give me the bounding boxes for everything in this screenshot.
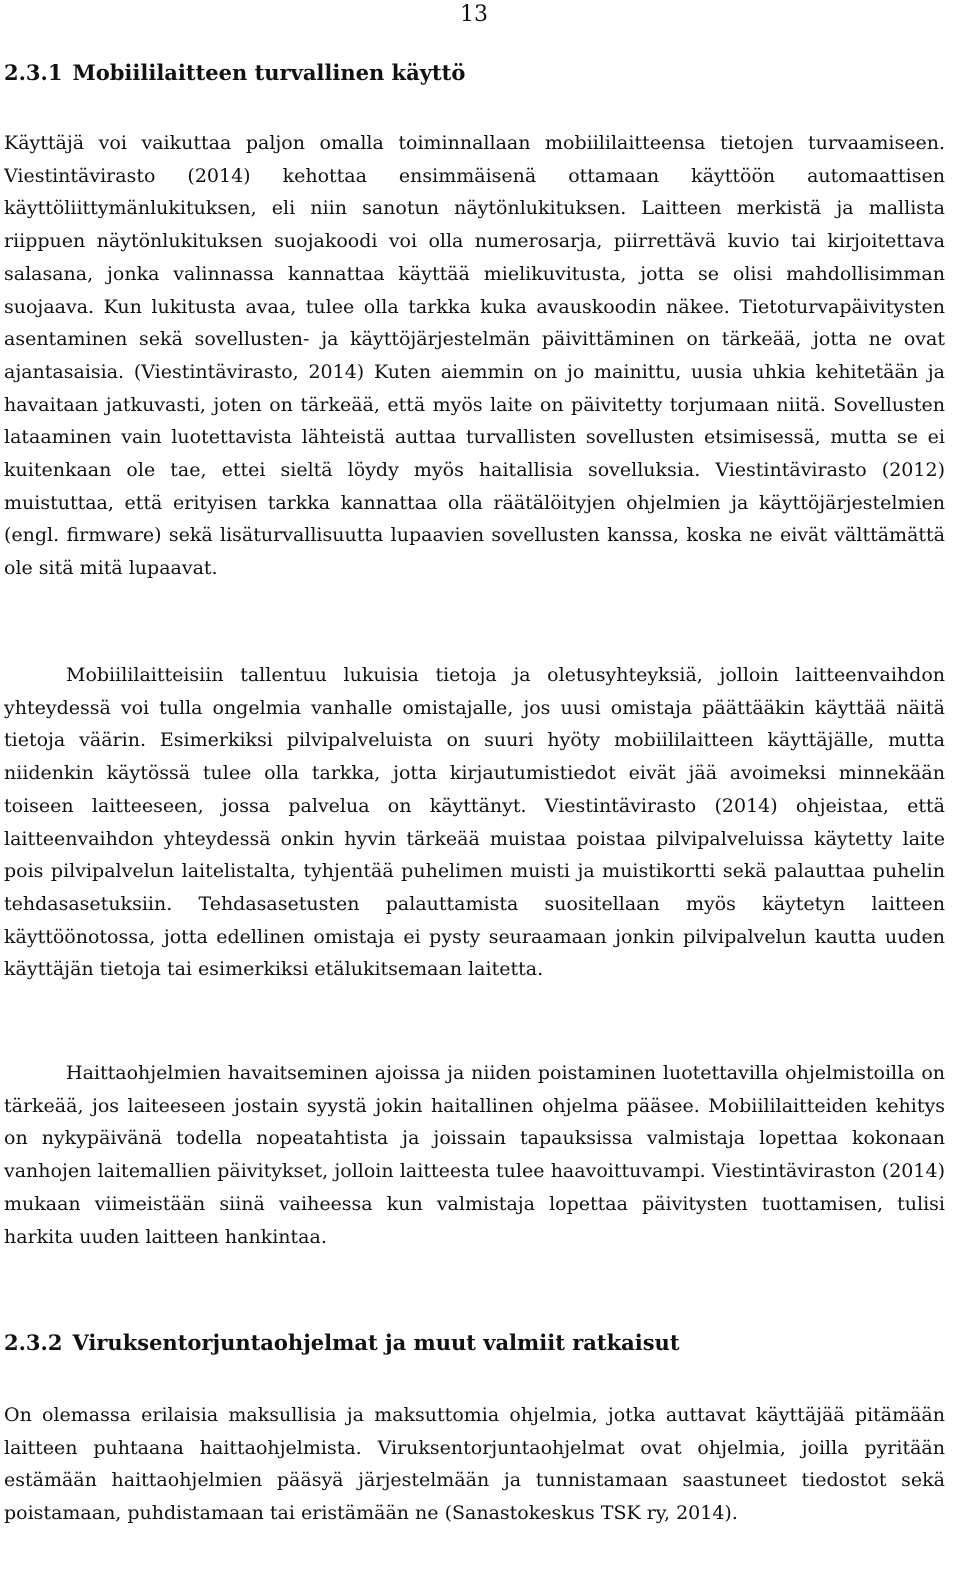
section-number: 2.3.2 [4, 1330, 63, 1355]
page-number: 13 [460, 2, 488, 27]
paragraph-device-change: Mobiililaitteisiin tallentuu lukuisia tietoja ja oletusyhteyksiä, jolloin laitteenvaihdon yhteydessä voi tulla ongelmia vanhalle omistajalle, jos uusi omistaja päättääkin käyttää näitä tietoja väärin. Esimerkiksi pilvipalveluista on suuri hyöty mobiililaitteen käyttäjälle, mutta niidenkin käytössä tulee olla tarkka, jotta kirjautumistiedot eivät jää avoimeksi minnekään toiseen laitteeseen, jossa palvelua on käyttänyt. Viestintävirasto (2014) ohjeistaa, että laitteenvaihdon yhteydessä onkin hyvin tärkeää muistaa poistaa pilvipalveluissa käytetty laite pois pilvipalvelun laitelistalta, tyhjentää puhelimen muisti ja muistikortti sekä palauttaa puhelin tehdasasetuksiin. Tehdasasetusten palauttamista suositellaan myös käytetyn laitteen käyttöönotossa, jotta edellinen omistaja ei pysty seuraamaan jonkin pilvipalvelun kautta uuden käyttäjän tietoja tai esimerkiksi etälukitsemaan laitetta. [4, 664, 945, 981]
paragraph-malware-detection: Haittaohjelmien havaitseminen ajoissa ja niiden poistaminen luotettavilla ohjelmistoilla on tärkeää, jos laiteeseen jostain syystä jokin haitallinen ohjelma pääsee. Mobiililaitteiden kehitys on nykypäivänä todella nopeatahtista ja joissain tapauksissa valmistaja lopettaa kokonaan vanhojen laitemallien päivitykset, jolloin laitteesta tulee haavoittuvampi. Viestintäviraston (2014) mukaan viimeistään siinä vaiheessa kun valmistaja lopettaa päivitysten tuottamisen, tulisi harkita uuden laitteen hankintaa. [4, 1062, 945, 1248]
section-title: Mobiililaitteen turvallinen käyttö [72, 60, 466, 85]
section-heading-2-3-2 [4, 1328, 680, 1358]
paragraph-device-security: Käyttäjä voi vaikuttaa paljon omalla toiminnallaan mobiililaitteensa tietojen turvaamiseen. Viestintävirasto (2014) kehottaa ensimmäisenä ottamaan käyttöön automaattisen käyttöliittymänlukituksen, eli niin sanotun näytönlukituksen. Laitteen merkistä ja mallista riippuen näytönlukituksen suojakoodi voi olla numerosarja, piirrettävä kuvio tai kirjoitettava salasana, jonka valinnassa kannattaa käyttää mielikuvitusta, jotta se olisi mahdollisimman suojaava. Kun lukitusta avaa, tulee olla tarkka kuka avauskoodin näkee. Tietoturvapäivitysten asentaminen sekä sovellusten- ja käyttöjärjestelmän päivittäminen on tärkeää, jotta ne ovat ajantasaisia. (Viestintävirasto, 2014) Kuten aiemmin on jo mainittu, uusia uhkia kehitetään ja havaitaan jatkuvasti, joten on tärkeää, että myös laite on päivitetty torjumaan niitä. Sovellusten lataaminen vain luotettavista lähteistä auttaa turvallisten sovellusten etsimisessä, mutta se ei kuitenkaan ole tae, ettei sieltä löydy myös haitallisia sovelluksia. Viestintävirasto (2012) muistuttaa, että erityisen tarkka kannattaa olla räätälöityjen ohjelmien ja käyttöjärjestelmien (engl. firmware) sekä lisäturvallisuutta lupaavien sovellusten kanssa, koska ne eivät välttämättä ole sitä mitä lupaavat. [4, 132, 945, 580]
section-number: 2.3.1 [4, 60, 63, 85]
section-heading-2-3-1 [4, 58, 465, 88]
section-title: Viruksentorjuntaohjelmat ja muut valmiit ratkaisut [72, 1330, 680, 1355]
paragraph-antivirus: On olemassa erilaisia maksullisia ja maksuttomia ohjelmia, jotka auttavat käyttäjää pitämään laitteen puhtaana haittaohjelmista. Viruksentorjuntaohjelmat ovat ohjelmia, joilla pyritään estämään haittaohjelmien pääsyä järjestelmään ja tunnistamaan saastuneet tiedostot sekä poistamaan, puhdistamaan tai eristämään ne (Sanastokeskus TSK ry, 2014). [4, 1404, 945, 1525]
